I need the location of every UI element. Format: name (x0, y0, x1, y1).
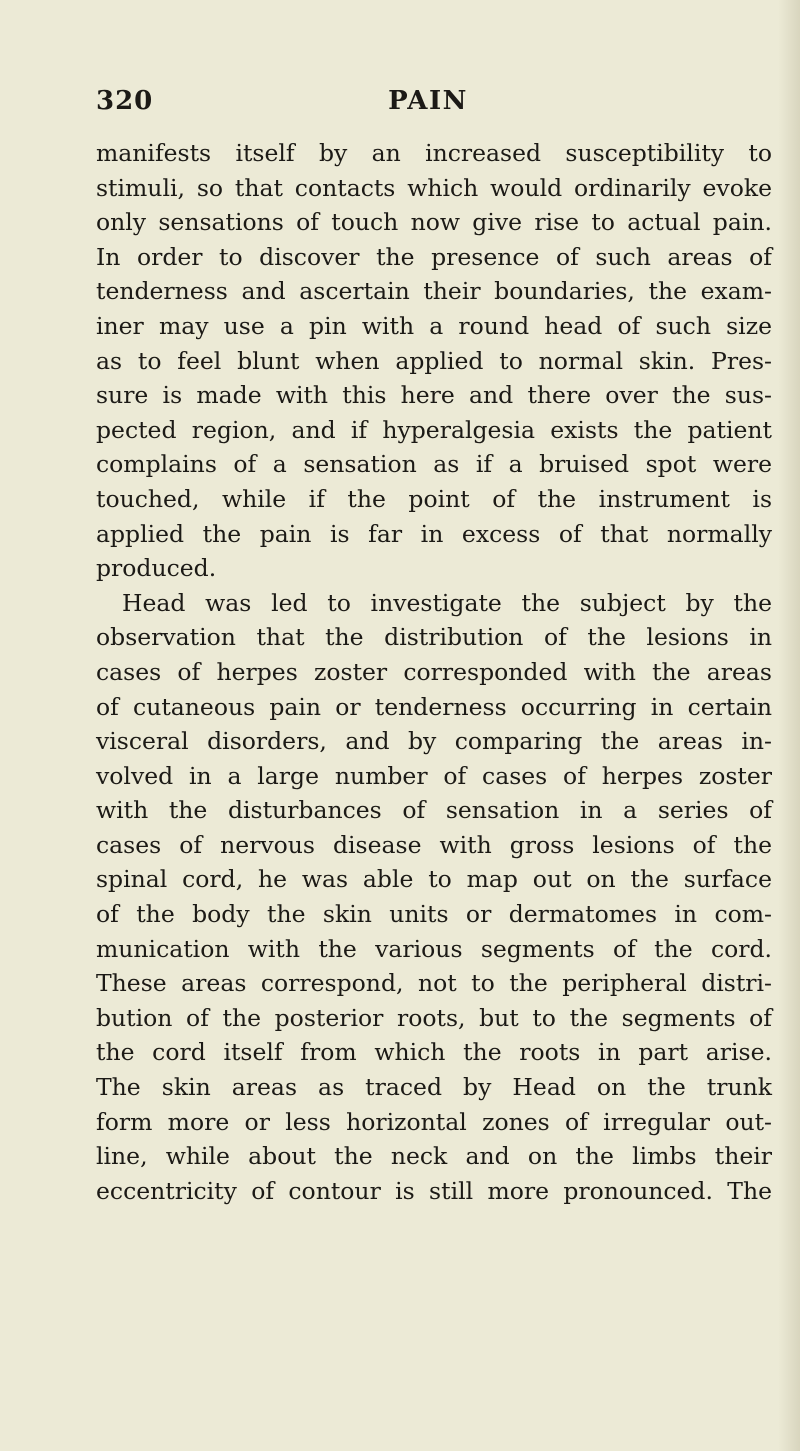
text-line: The skin areas as traced by Head on the trunk (96, 1073, 772, 1102)
text-line: cases of nervous disease with gross lesions of the (96, 830, 772, 859)
text-line: line, while about the neck and on the limbs their (96, 1142, 772, 1171)
text-line: the cord itself from which the roots in part arise. (96, 1038, 772, 1067)
paragraph-end-line: produced. (96, 554, 217, 583)
text-line: as to feel blunt when applied to normal skin. Pres- (96, 346, 772, 375)
text-line: munication with the various segments of the cord. (96, 934, 772, 963)
text-line: sure is made with this here and there over the sus- (96, 381, 772, 410)
text-line: manifests itself by an increased susceptibility to (96, 139, 772, 167)
text-line: only sensations of touch now give rise to actual pain. (96, 208, 772, 237)
text-line: of the body the skin units or dermatomes in com- (96, 900, 772, 929)
text-line: In order to discover the presence of such areas of (96, 242, 772, 271)
text-line: touched, while if the point of the instrument is (96, 484, 772, 513)
text-line: eccentricity of contour is still more pronounced. The (96, 1176, 772, 1205)
text-line: form more or less horizontal zones of irregular out- (96, 1107, 772, 1136)
page-number: 320 (96, 86, 154, 116)
text-line: pected region, and if hyperalgesia exists the patient (96, 415, 772, 444)
text-line: spinal cord, he was able to map out on the surface (96, 865, 772, 894)
text-line: visceral disorders, and by comparing the areas in- (96, 727, 772, 756)
text-line: observation that the distribution of the lesions in (96, 623, 772, 652)
text-line: These areas correspond, not to the peripheral distri- (96, 969, 772, 998)
text-line: with the disturbances of sensation in a series of (96, 796, 772, 825)
text-line: tenderness and ascertain their boundaries, the exam- (96, 277, 772, 306)
text-line: stimuli, so that contacts which would ordinarily evoke (96, 173, 772, 202)
text-line: applied the pain is far in excess of that normally (96, 519, 772, 548)
running-title: PAIN (388, 86, 468, 116)
running-head (96, 84, 760, 118)
text-line: volved in a large number of cases of herpes zoster (96, 761, 772, 790)
text-line: complains of a sensation as if a bruised spot were (96, 450, 772, 479)
text-line: iner may use a pin with a round head of such size (96, 311, 772, 340)
text-line: cases of herpes zoster corresponded with the areas (96, 657, 772, 686)
body-text (96, 136, 772, 1208)
paragraph-start-line: Head was led to investigate the subject by the (122, 588, 772, 617)
text-line: of cutaneous pain or tenderness occurring in certain (96, 692, 772, 721)
page-edge-shadow (778, 0, 800, 1451)
text-line: bution of the posterior roots, but to the segments of (96, 1003, 772, 1032)
